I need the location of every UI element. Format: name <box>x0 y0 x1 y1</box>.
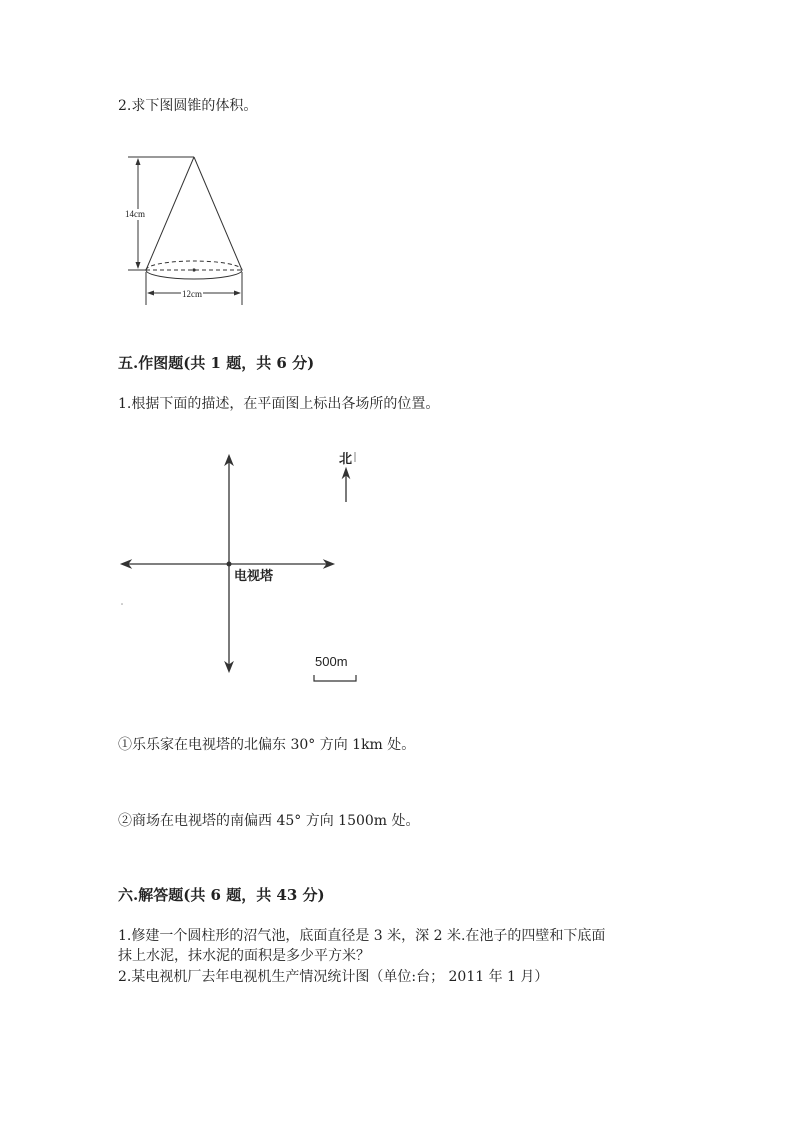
scale-label: 500m <box>315 654 348 669</box>
cone-question-prompt: 2.求下图圆锥的体积。 <box>118 98 258 114</box>
tv-tower-label: 电视塔 <box>234 569 274 584</box>
section6-q1-line1: 1.修建一个圆柱形的沼气池，底面直径是 3 米，深 2 米.在池子的四壁和下底面 <box>118 928 606 944</box>
section5-heading: 五.作图题(共 1 题，共 6 分) <box>118 354 315 372</box>
section5-q1-prompt: 1.根据下面的描述，在平面图上标出各场所的位置。 <box>118 396 440 412</box>
section6-heading: 六.解答题(共 6 题，共 43 分) <box>118 886 325 904</box>
cone-diameter-label: 12cm <box>182 289 202 299</box>
section5-item1: ①乐乐家在电视塔的北偏东 30° 方向 1km 处。 <box>118 737 416 753</box>
section6-q2: 2.某电视机厂去年电视机生产情况统计图（单位:台； 2011 年 1 月） <box>118 969 549 985</box>
cone-height-label: 14cm <box>125 209 145 219</box>
section5-item2: ②商场在电视塔的南偏西 45° 方向 1500m 处。 <box>118 813 420 829</box>
north-label: 北 <box>339 452 353 467</box>
scale-bar <box>314 675 356 681</box>
tv-tower-point <box>227 562 232 567</box>
scan-speck <box>121 603 123 605</box>
section6-q1-line2: 抹上水泥，抹水泥的面积是多少平方米？ <box>118 948 370 964</box>
